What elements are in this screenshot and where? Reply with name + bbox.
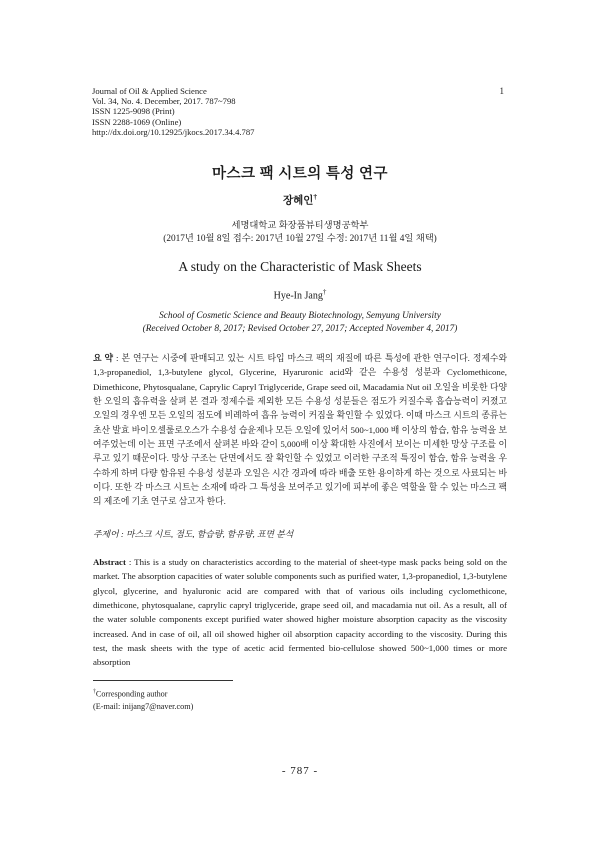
doi-link[interactable]: http://dx.doi.org/10.12925/jkocs.2017.34.4.787: [92, 126, 255, 137]
corresponding-mark: †: [313, 192, 318, 201]
korean-affiliation-block: [0, 220, 600, 246]
english-abstract-text: : This is a study on characteristics according to the material of sheet-type mask packs being sold on the market. The absorption capacities of water soluble components such as purified water, 1,3-propanediol, 1,3-butylene glycol, glycerine, and hyaluronic acid are compared with that of various oils including cyclomethicone, dimethicone, phytosqualane, caprylic capryl triglyceride, grape seed oil, and macadamia nut oil. As a result, all of the water soluble components except purified water showed higher moisture absorption capacity as the viscosity increased. And in case of oil, all oil showed higher oil absorption capacity according to the viscosity. During this test, the mask sheets with the type of acetic acid fermented bio-cellulose showed 500~1,000 times or more absorption: [93, 557, 507, 668]
issn-print: ISSN 1225-9098 (Print): [92, 106, 175, 117]
english-abstract: [93, 555, 507, 670]
footnote-divider: [93, 680, 233, 681]
footnote: [93, 686, 193, 714]
korean-author-name: 장혜인: [282, 195, 314, 207]
korean-dates: (2017년 10월 8일 접수: 2017년 10월 27일 수정: 2017년 11월 4일 채택): [163, 234, 437, 244]
journal-name: Journal of Oil & Applied Science: [92, 86, 207, 96]
volume-info: Vol. 34, No. 4. December, 2017. 787~798: [92, 96, 236, 107]
footnote-mark: †: [93, 689, 96, 695]
page-number: - 787 -: [281, 765, 319, 777]
journal-header: [92, 86, 512, 137]
korean-author: [0, 192, 600, 208]
english-affiliation: School of Cosmetic Science and Beauty Biotechnology, Semyung University: [159, 311, 441, 321]
korean-title: 마스크 팩 시트의 특성 연구: [211, 166, 389, 182]
corresponding-mark: †: [322, 288, 327, 296]
page-marker: 1: [499, 86, 504, 96]
english-abstract-label: Abstract: [93, 557, 126, 567]
korean-abstract: [93, 351, 507, 509]
english-title: A study on the Characteristic of Mask Sheets: [178, 259, 422, 274]
english-affiliation-block: [0, 310, 600, 336]
english-author-name: Hye-In Jang: [273, 290, 323, 302]
korean-abstract-text: : 본 연구는 시중에 판매되고 있는 시트 타입 마스크 팩의 재질에 따른 특성에 관한 연구이다. 정제수와 1,3-propanediol, 1,3-butylene glycol, Glycerine, Hyaruronic acid와 같은 수용성 성분과 Cyclomethicone, Dimethicone, Phytosqualane, Caprylic Capryl Triglyceride, Grape seed oil, Macadamia Nut oil 오일을 비롯한 다양한 오일의 흡유력을 살펴 본 결과 정제수를 제외한 모든 수용성 성분들은 점도가 커질수록 흡습능력이 커졌고 오일의 경우엔 모든 오일의 점도에 비례하여 흡유 능력이 커짐을 확인할 수 있었다. 이때 마스크 시트의 종류는 초산 발효 바이오셀룰로오스가 수용성 습윤제나 모든 오일에 있어서 500~1,000 배 이상의 함습, 함유 능력을 보여주었는데 이는 표면 구조에서 살펴본 바와 같이 5,000배 이상 확대한 사진에서 보이는 미세한 망상 구조를 이루고 있기 때문이다. 망상 구조는 단면에서도 잘 확인할 수 있었고 이러한 구조적 특징이 함습, 함유 능력을 우수하게 하며 다량 함유된 수용성 성분과 오일은 시간 경과에 따라 배출 또한 용이하게 하는 것으로 사료되는 바이다. 또한 각 마스크 시트는 소재에 따라 그 특성을 보여주고 있기에 피부에 좋은 역할을 할 수 있는 마스크 팩의 제조에 기초 연구로 삼고자 한다.: [93, 353, 508, 507]
korean-affiliation: 세명대학교 화장품뷰티생명공학부: [231, 221, 369, 231]
korean-abstract-label: 요 약: [93, 353, 114, 363]
issn-online: ISSN 2288-1069 (Online): [92, 116, 182, 127]
english-author: [0, 288, 600, 301]
english-dates: (Received October 8, 2017; Revised October 27, 2017; Accepted November 4, 2017): [142, 324, 458, 334]
keywords: 주제어 : 마스크 시트, 점도, 함습량, 함유량, 표면 분석: [93, 529, 294, 539]
footnote-corresponding: Corresponding author: [95, 689, 168, 699]
footnote-email: (E-mail: inijang7@naver.com): [93, 702, 194, 712]
